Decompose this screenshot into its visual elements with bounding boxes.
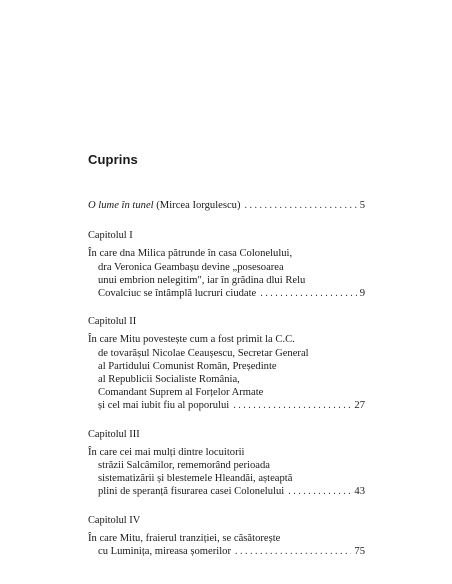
- chapter-text-line: unui embrion nelegitim", iar în grădina dlui Relu: [98, 274, 306, 286]
- chapter-last-line: [88, 485, 365, 498]
- chapter-last-line: [88, 287, 365, 300]
- chapter-text-line: În care Mitu povestește cum a fost primit la C.C.: [88, 334, 295, 346]
- toc-chapter-3: [88, 428, 365, 499]
- dot-leader: [245, 199, 357, 212]
- chapter-text-line: de tovarășul Nicolae Ceaușescu, Secretar General: [98, 347, 309, 359]
- chapter-last-line: [88, 399, 365, 412]
- chapter-description: [88, 247, 365, 300]
- toc-chapter-2: [88, 315, 365, 412]
- intro-line: [88, 199, 365, 212]
- chapter-text-line: Covalciuc se întâmplă lucruri ciudate: [98, 288, 257, 300]
- chapter-text-line: al Republicii Socialiste România,: [98, 374, 240, 386]
- chapter-label: Capitolul III: [88, 428, 140, 440]
- dot-leader: [260, 287, 356, 300]
- dot-leader: [288, 485, 351, 498]
- toc-intro-entry: [88, 199, 365, 212]
- dot-leader: [233, 399, 351, 412]
- chapter-text-line: În care cei mai mulți dintre locuitorii: [88, 446, 245, 458]
- intro-title: O lume în tunel: [88, 200, 154, 211]
- table-of-contents: [88, 199, 365, 573]
- intro-page-number: 5: [359, 200, 365, 211]
- chapter-description: [88, 333, 365, 412]
- toc-chapter-1: [88, 229, 365, 300]
- chapter-description: [88, 446, 365, 499]
- dot-leader: [235, 545, 351, 558]
- chapter-description: [88, 532, 365, 558]
- chapter-last-line: [88, 545, 365, 558]
- chapter-text-line: al Partidului Comunist Român, Președinte: [98, 360, 277, 372]
- chapter-label: Capitolul II: [88, 316, 137, 328]
- chapter-label: Capitolul I: [88, 230, 133, 242]
- chapter-page-number: 75: [354, 546, 365, 558]
- chapter-text-line: străzii Salcâmilor, rememorând perioada: [98, 460, 270, 472]
- chapter-text-line: plini de speranță fisurarea casei Colonelului: [98, 486, 285, 498]
- chapter-text-line: În care Mitu, fraierul tranziției, se căsătorește: [88, 532, 281, 544]
- intro-author: (Mircea Iorgulescu): [153, 200, 241, 211]
- toc-chapter-4: [88, 514, 365, 559]
- chapter-page-number: 9: [359, 288, 365, 300]
- chapter-text-line: dra Veronica Geambașu devine „posesoarea: [98, 261, 284, 273]
- chapter-text-line: sistematizării și blestemele Hleandăi, așteaptă: [98, 473, 293, 485]
- chapter-text-line: Comandant Suprem al Forțelor Armate: [98, 387, 264, 399]
- toc-title: Cuprins: [88, 152, 138, 167]
- chapter-page-number: 43: [354, 486, 365, 498]
- chapter-text-line: cu Luminița, mireasa șomerilor: [98, 546, 231, 558]
- chapter-page-number: 27: [354, 400, 365, 412]
- chapter-text-line: și cel mai iubit fiu al poporului: [98, 400, 230, 412]
- chapter-text-line: În care dna Milica pătrunde în casa Colonelului,: [88, 248, 293, 260]
- intro-text: [88, 199, 241, 212]
- chapter-label: Capitolul IV: [88, 514, 141, 526]
